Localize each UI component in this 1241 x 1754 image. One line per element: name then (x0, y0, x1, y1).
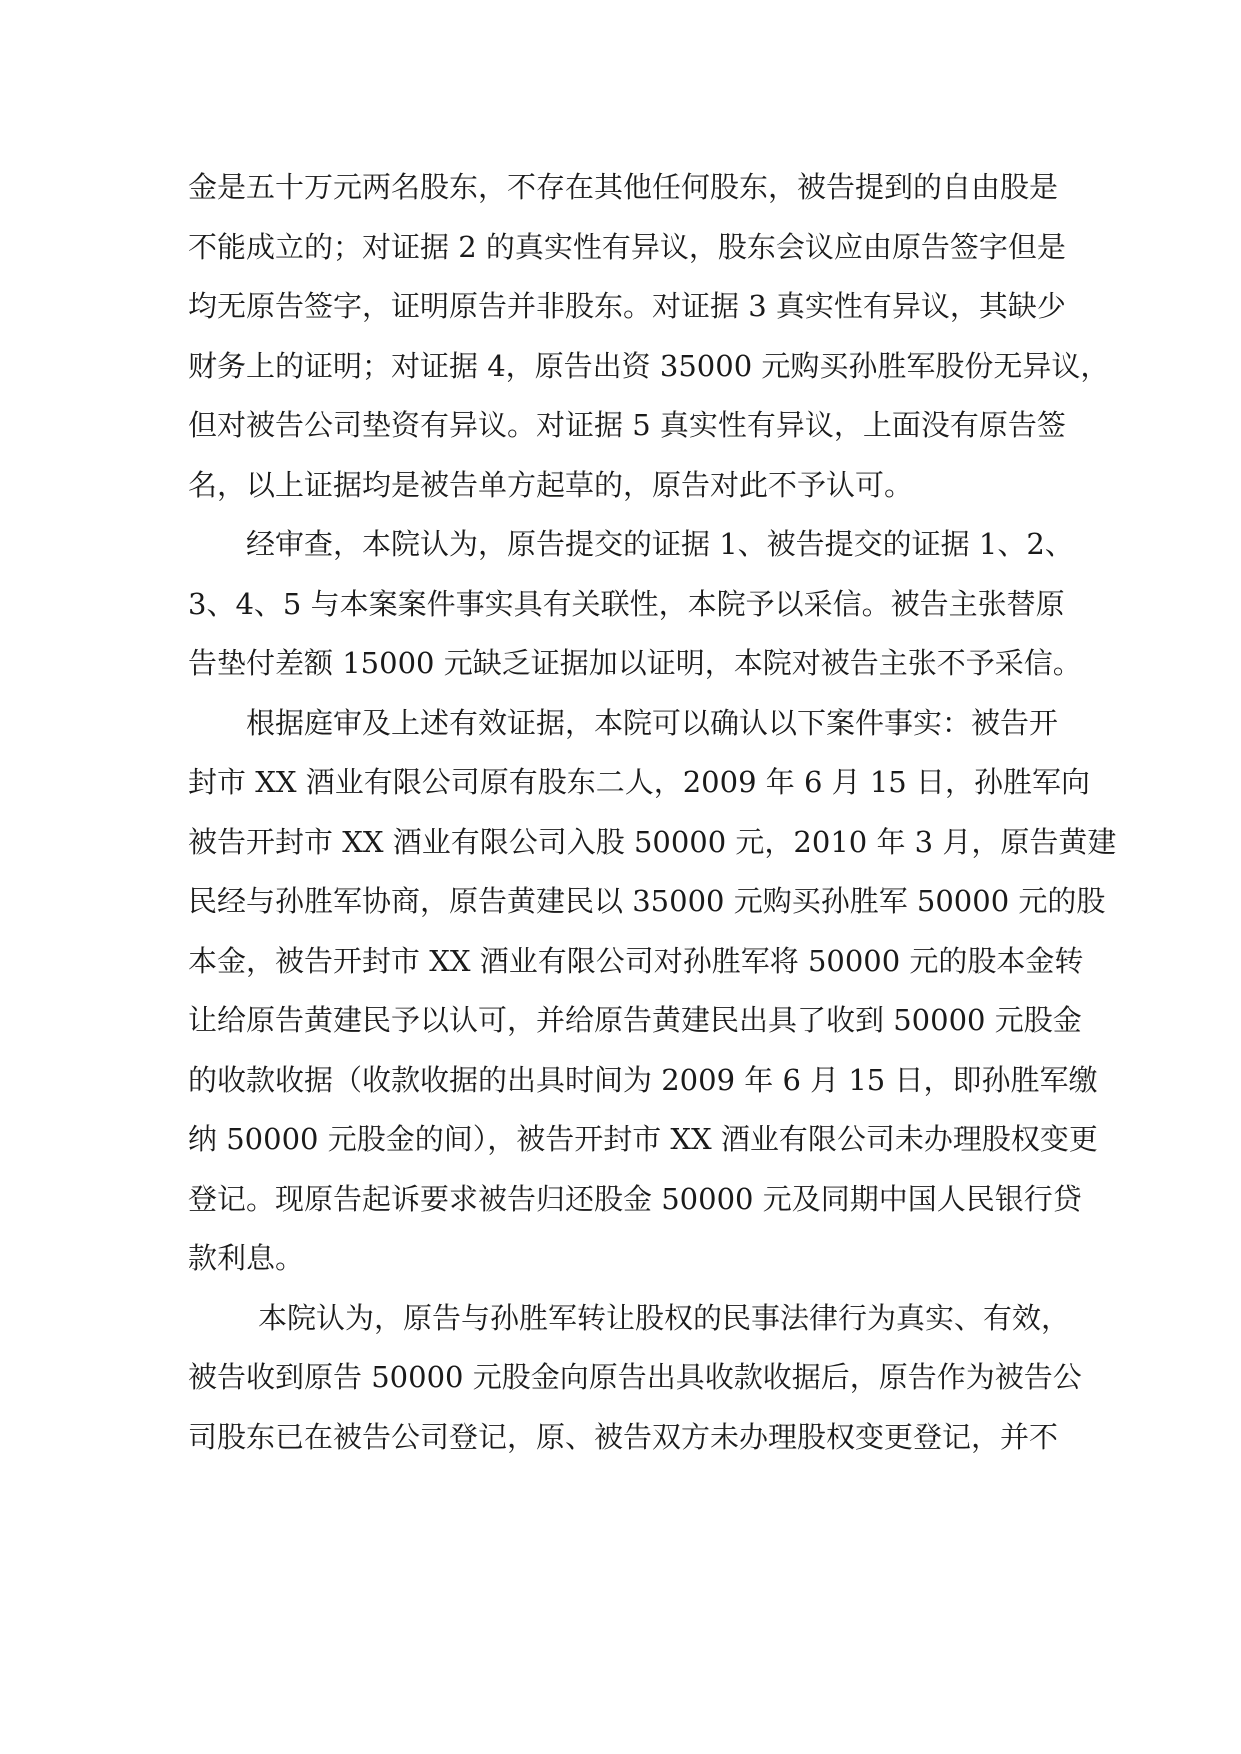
text-line: 被告开封市 XX 酒业有限公司入股 50000 元，2010 年 3 月，原告黄建 (188, 824, 1117, 859)
text-line: 本院认为，原告与孙胜军转让股权的民事法律行为真实、有效， (258, 1300, 1071, 1335)
text-line: 告垫付差额 15000 元缺乏证据加以证明，本院对被告主张不予采信。 (188, 646, 1082, 680)
text-line: 财务上的证明；对证据 4，原告出资 35000 元购买孙胜军股份无异议， (188, 348, 1110, 383)
paragraph-evidence-objections (188, 158, 1110, 515)
text-line: 名，以上证据均是被告单方起草的，原告对此不予认可。 (188, 467, 914, 502)
text-line: 经审查，本院认为，原告提交的证据 1、被告提交的证据 1、2、 (246, 527, 1074, 561)
text-line: 不能成立的；对证据 2 的真实性有异议，股东会议应由原告签字但是 (188, 229, 1066, 264)
text-line: 的收款收据（收款收据的出具时间为 2009 年 6 月 15 日，即孙胜军缴 (188, 1062, 1098, 1097)
text-line: 根据庭审及上述有效证据，本院可以确认以下案件事实：被告开 (246, 705, 1059, 740)
paragraph-court-opinion (188, 1289, 1082, 1468)
document-body (188, 158, 1117, 1467)
text-line: 金是五十万元两名股东，不存在其他任何股东，被告提到的自由股是 (188, 170, 1059, 204)
text-line: 但对被告公司垫资有异议。对证据 5 真实性有异议，上面没有原告签 (188, 408, 1066, 442)
text-line: 司股东已在被告公司登记，原、被告双方未办理股权变更登记，并不 (188, 1419, 1059, 1454)
text-line: 纳 50000 元股金的间），被告开封市 XX 酒业有限公司未办理股权变更 (188, 1122, 1098, 1156)
text-line: 被告收到原告 50000 元股金向原告出具收款收据后，原告作为被告公 (188, 1360, 1082, 1394)
text-line: 3、4、5 与本案案件事实具有关联性，本院予以采信。被告主张替原 (188, 586, 1065, 621)
paragraph-court-review (188, 515, 1082, 694)
text-line: 款利息。 (188, 1241, 305, 1275)
text-line: 本金，被告开封市 XX 酒业有限公司对孙胜军将 50000 元的股本金转 (188, 943, 1084, 978)
paragraph-case-facts (188, 694, 1117, 1289)
text-line: 登记。现原告起诉要求被告归还股金 50000 元及同期中国人民银行贷 (188, 1181, 1082, 1216)
text-line: 让给原告黄建民予以认可，并给原告黄建民出具了收到 50000 元股金 (188, 1003, 1082, 1037)
text-line: 民经与孙胜军协商，原告黄建民以 35000 元购买孙胜军 50000 元的股 (188, 884, 1106, 918)
text-line: 均无原告签字，证明原告并非股东。对证据 3 真实性有异议，其缺少 (188, 289, 1066, 323)
text-line: 封市 XX 酒业有限公司原有股东二人，2009 年 6 月 15 日，孙胜军向 (188, 765, 1090, 799)
